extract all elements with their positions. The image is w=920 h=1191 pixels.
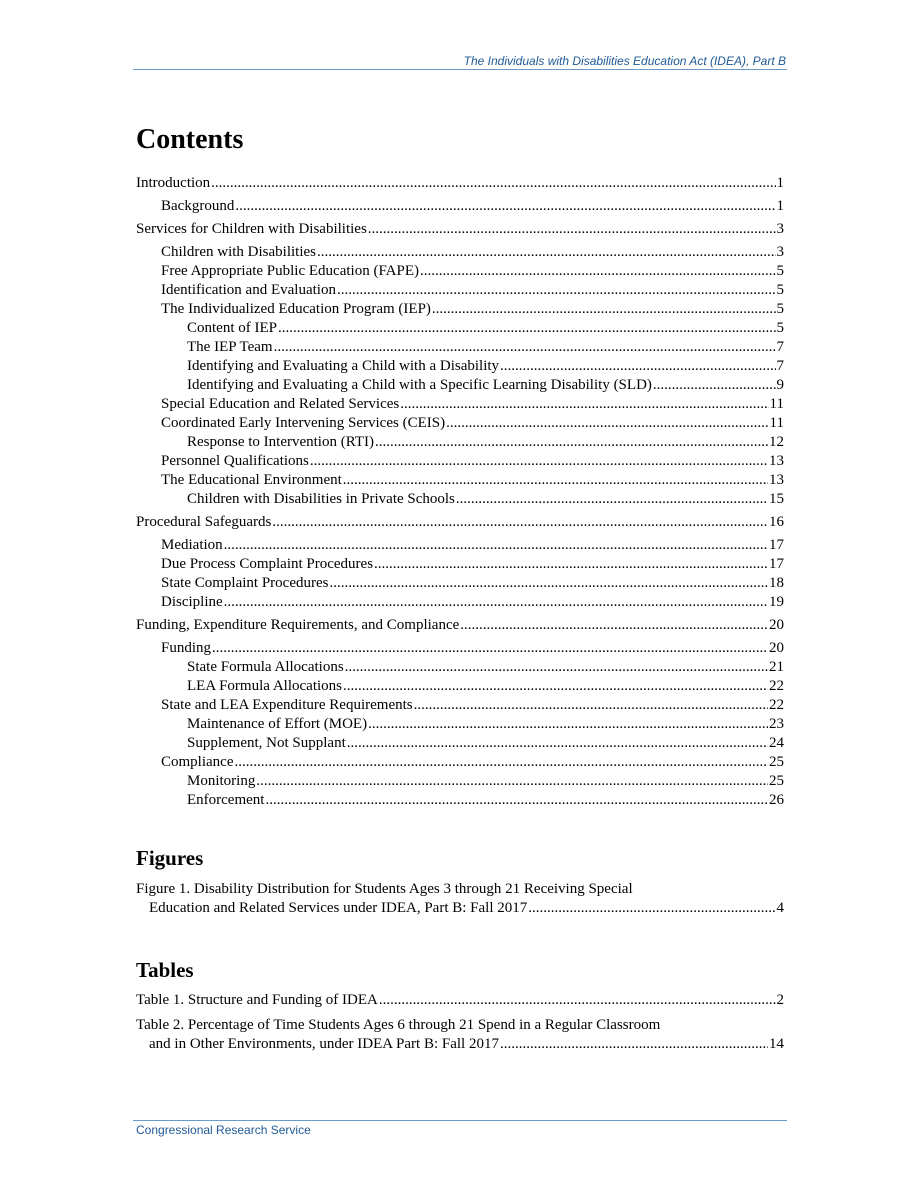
table-entry-1[interactable] bbox=[136, 991, 784, 1010]
toc-entry-page: 5 bbox=[776, 263, 784, 279]
toc-entry-page: 15 bbox=[769, 491, 784, 507]
toc-entry[interactable] bbox=[136, 791, 784, 810]
leader-dots bbox=[368, 220, 776, 239]
toc-entry-page: 7 bbox=[776, 339, 784, 355]
toc-entry[interactable] bbox=[136, 574, 784, 593]
toc-entry[interactable] bbox=[136, 281, 784, 300]
toc-entry-label: Services for Children with Disabilities bbox=[136, 221, 367, 237]
toc-entry-label: State Formula Allocations bbox=[187, 659, 344, 675]
toc-entry[interactable] bbox=[136, 433, 784, 452]
toc-entry[interactable] bbox=[136, 555, 784, 574]
toc-entry-page: 5 bbox=[776, 282, 784, 298]
toc-entry[interactable] bbox=[136, 300, 784, 319]
toc-entry-page: 13 bbox=[769, 472, 784, 488]
toc-entry[interactable] bbox=[136, 414, 784, 433]
toc-entry-page: 25 bbox=[769, 773, 784, 789]
toc-entry-label: Introduction bbox=[136, 175, 211, 191]
leader-dots bbox=[446, 414, 768, 433]
tables-heading: Tables bbox=[136, 958, 194, 982]
toc-entry[interactable] bbox=[136, 395, 784, 414]
leader-dots bbox=[420, 262, 775, 281]
toc-entry-label: Identifying and Evaluating a Child with a Disability bbox=[187, 358, 500, 374]
running-header: The Individuals with Disabilities Education Act (IDEA), Part B bbox=[463, 54, 786, 68]
toc-entry-label: Identifying and Evaluating a Child with a Specific Learning Disability (SLD) bbox=[187, 377, 652, 393]
leader-dots bbox=[265, 791, 768, 810]
toc-entry-page: 24 bbox=[769, 735, 784, 751]
toc-entry-label: Response to Intervention (RTI) bbox=[187, 434, 374, 450]
leader-dots bbox=[256, 772, 768, 791]
toc-entry-page: 9 bbox=[776, 377, 784, 393]
toc-entry[interactable] bbox=[136, 452, 784, 471]
toc-entry-label: Free Appropriate Public Education (FAPE) bbox=[161, 263, 420, 279]
toc-entry-label: Children with Disabilities bbox=[161, 244, 316, 260]
leader-dots bbox=[500, 1035, 768, 1054]
toc-entry-label: Mediation bbox=[161, 537, 223, 553]
toc-entry[interactable] bbox=[136, 490, 784, 509]
leader-dots bbox=[310, 452, 768, 471]
leader-dots bbox=[337, 281, 776, 300]
leader-dots bbox=[274, 338, 776, 357]
toc-entry[interactable] bbox=[136, 471, 784, 490]
toc-entry-page: 20 bbox=[769, 640, 784, 656]
toc-entry-page: 23 bbox=[769, 716, 784, 732]
toc-entry[interactable] bbox=[136, 593, 784, 612]
table-entry-2[interactable] bbox=[136, 1016, 784, 1054]
leader-dots bbox=[500, 357, 775, 376]
figure-entry-1[interactable] bbox=[136, 880, 784, 918]
toc-entry[interactable] bbox=[136, 243, 784, 262]
toc-entry-page: 1 bbox=[776, 175, 784, 191]
toc-entry[interactable] bbox=[136, 197, 784, 216]
toc-entry-label: The IEP Team bbox=[187, 339, 273, 355]
leader-dots bbox=[272, 513, 768, 532]
toc-entry-label: The Individualized Education Program (IEP) bbox=[161, 301, 431, 317]
header-rule bbox=[133, 69, 787, 70]
toc-entry-label: Procedural Safeguards bbox=[136, 514, 272, 530]
leader-dots bbox=[234, 753, 768, 772]
toc-entry-label: Monitoring bbox=[187, 773, 256, 789]
toc-entry[interactable] bbox=[136, 357, 784, 376]
toc-entry-page: 13 bbox=[769, 453, 784, 469]
figure-entry-1-page: 4 bbox=[776, 900, 784, 916]
leader-dots bbox=[224, 593, 768, 612]
toc-entry-label: Background bbox=[161, 198, 235, 214]
leader-dots bbox=[347, 734, 768, 753]
toc-entry-page: 26 bbox=[769, 792, 784, 808]
toc-entry-page: 19 bbox=[769, 594, 784, 610]
toc-entry-label: Special Education and Related Services bbox=[161, 396, 400, 412]
leader-dots bbox=[212, 639, 768, 658]
footer-rule bbox=[133, 1120, 787, 1121]
toc-entry-label: Discipline bbox=[161, 594, 223, 610]
toc-entry-page: 5 bbox=[776, 301, 784, 317]
toc-entry-label: Identification and Evaluation bbox=[161, 282, 336, 298]
leader-dots bbox=[653, 376, 776, 395]
contents-list bbox=[136, 174, 784, 810]
running-footer: Congressional Research Service bbox=[136, 1123, 311, 1137]
leader-dots bbox=[329, 574, 768, 593]
toc-entry-label: State Complaint Procedures bbox=[161, 575, 329, 591]
table-entry-2-line1: Table 2. Percentage of Time Students Ages 6 through 21 Spend in a Regular Classroom bbox=[136, 1017, 661, 1033]
toc-entry[interactable] bbox=[136, 513, 784, 532]
leader-dots bbox=[368, 715, 768, 734]
toc-entry-label: Content of IEP bbox=[187, 320, 277, 336]
toc-entry-label: Supplement, Not Supplant bbox=[187, 735, 346, 751]
toc-entry-label: Compliance bbox=[161, 754, 234, 770]
toc-entry-page: 18 bbox=[769, 575, 784, 591]
toc-entry-label: Maintenance of Effort (MOE) bbox=[187, 716, 368, 732]
leader-dots bbox=[224, 536, 768, 555]
toc-entry[interactable] bbox=[136, 753, 784, 772]
leader-dots bbox=[317, 243, 776, 262]
figure-entry-1-line1: Figure 1. Disability Distribution for Students Ages 3 through 21 Receiving Special bbox=[136, 881, 633, 897]
toc-entry-label: The Educational Environment bbox=[161, 472, 342, 488]
toc-entry[interactable] bbox=[136, 616, 784, 635]
toc-entry[interactable] bbox=[136, 772, 784, 791]
toc-entry[interactable] bbox=[136, 715, 784, 734]
table-entry-2-line2: and in Other Environments, under IDEA Part B: Fall 2017 bbox=[149, 1036, 499, 1052]
toc-entry-page: 17 bbox=[769, 537, 784, 553]
toc-entry-page: 20 bbox=[769, 617, 784, 633]
leader-dots bbox=[400, 395, 768, 414]
toc-entry-page: 16 bbox=[769, 514, 784, 530]
leader-dots bbox=[414, 696, 768, 715]
toc-entry-page: 25 bbox=[769, 754, 784, 770]
table-entry-1-page: 2 bbox=[776, 992, 784, 1008]
toc-entry-label: Enforcement bbox=[187, 792, 265, 808]
toc-entry[interactable] bbox=[136, 376, 784, 395]
toc-entry-page: 17 bbox=[769, 556, 784, 572]
leader-dots bbox=[345, 658, 768, 677]
toc-entry-label: State and LEA Expenditure Requirements bbox=[161, 697, 413, 713]
toc-entry-label: LEA Formula Allocations bbox=[187, 678, 342, 694]
toc-entry-page: 7 bbox=[776, 358, 784, 374]
toc-entry-label: Children with Disabilities in Private Schools bbox=[187, 491, 455, 507]
leader-dots bbox=[343, 471, 768, 490]
toc-entry-label: Personnel Qualifications bbox=[161, 453, 309, 469]
table-entry-1-label: Table 1. Structure and Funding of IDEA bbox=[136, 992, 378, 1008]
leader-dots bbox=[374, 555, 768, 574]
figures-list bbox=[136, 880, 784, 918]
tables-list bbox=[136, 991, 784, 1054]
contents-heading: Contents bbox=[136, 124, 244, 155]
toc-entry-page: 22 bbox=[769, 678, 784, 694]
toc-entry-page: 12 bbox=[769, 434, 784, 450]
leader-dots bbox=[379, 991, 776, 1010]
figure-entry-1-line2: Education and Related Services under IDEA, Part B: Fall 2017 bbox=[149, 900, 528, 916]
toc-entry-page: 5 bbox=[776, 320, 784, 336]
leader-dots bbox=[456, 490, 768, 509]
toc-entry[interactable] bbox=[136, 220, 784, 239]
leader-dots bbox=[528, 899, 775, 918]
toc-entry-page: 3 bbox=[776, 244, 784, 260]
toc-entry-page: 22 bbox=[769, 697, 784, 713]
table-entry-2-page: 14 bbox=[769, 1036, 784, 1052]
toc-entry[interactable] bbox=[136, 677, 784, 696]
toc-entry[interactable] bbox=[136, 696, 784, 715]
toc-entry-page: 21 bbox=[769, 659, 784, 675]
toc-entry[interactable] bbox=[136, 536, 784, 555]
toc-entry-label: Funding bbox=[161, 640, 212, 656]
toc-entry-label: Coordinated Early Intervening Services (CEIS) bbox=[161, 415, 446, 431]
toc-entry[interactable] bbox=[136, 262, 784, 281]
toc-entry-label: Due Process Complaint Procedures bbox=[161, 556, 374, 572]
leader-dots bbox=[235, 197, 775, 216]
toc-entry[interactable] bbox=[136, 174, 784, 193]
toc-entry-page: 11 bbox=[769, 415, 784, 431]
leader-dots bbox=[211, 174, 775, 193]
toc-entry[interactable] bbox=[136, 734, 784, 753]
figures-heading: Figures bbox=[136, 846, 204, 870]
toc-entry-label: Funding, Expenditure Requirements, and Compliance bbox=[136, 617, 460, 633]
leader-dots bbox=[460, 616, 768, 635]
toc-entry-page: 11 bbox=[769, 396, 784, 412]
toc-entry[interactable] bbox=[136, 338, 784, 357]
toc-entry-page: 3 bbox=[776, 221, 784, 237]
toc-entry[interactable] bbox=[136, 639, 784, 658]
leader-dots bbox=[432, 300, 776, 319]
toc-entry[interactable] bbox=[136, 319, 784, 338]
toc-entry-page: 1 bbox=[776, 198, 784, 214]
leader-dots bbox=[278, 319, 776, 338]
leader-dots bbox=[375, 433, 768, 452]
toc-entry[interactable] bbox=[136, 658, 784, 677]
leader-dots bbox=[343, 677, 768, 696]
